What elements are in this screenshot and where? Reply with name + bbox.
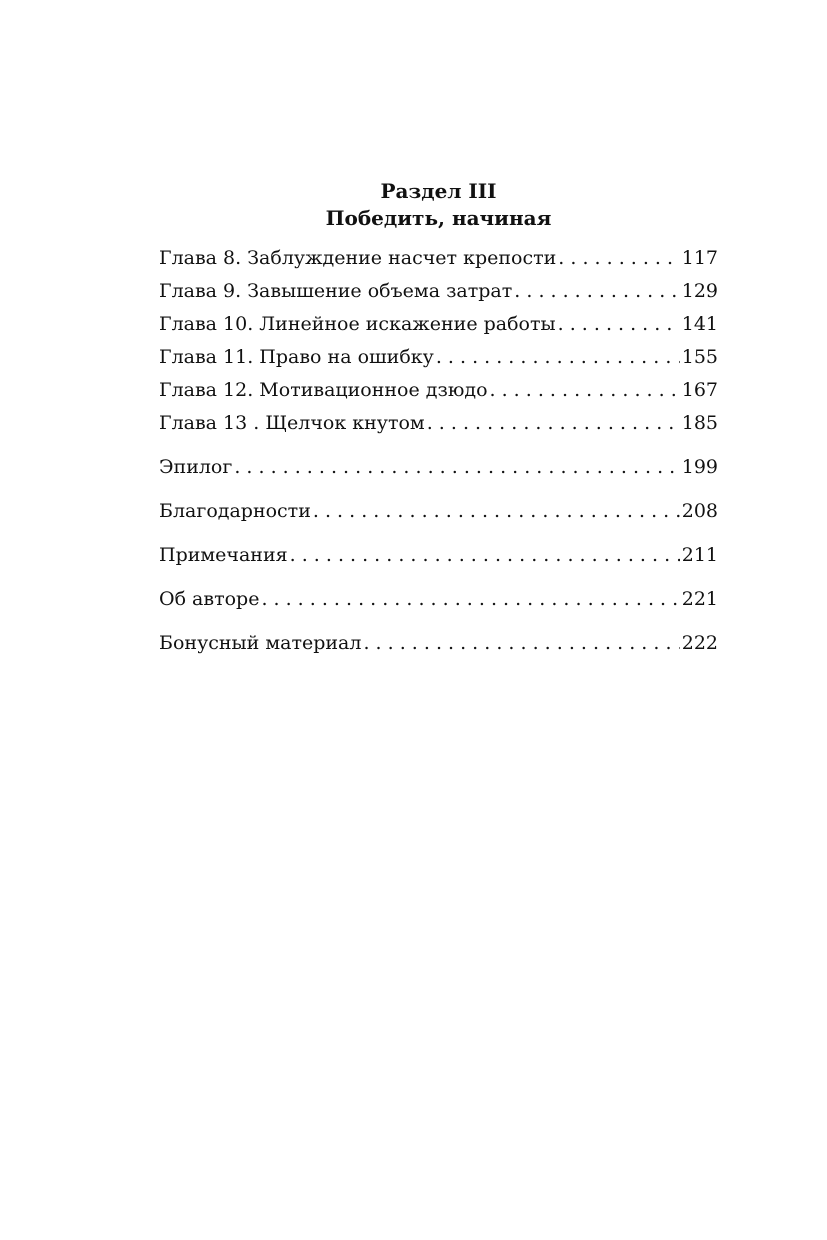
toc-entry-page: 199: [681, 456, 718, 478]
toc-entry-page: 117: [681, 247, 718, 269]
toc-entry-title: Бонусный материал: [159, 632, 362, 654]
dot-leader: [261, 583, 679, 616]
toc-entry-page: 167: [681, 379, 718, 401]
dot-leader: [313, 495, 680, 528]
toc-entry-title: Глава 12. Мотивационное дзюдо: [159, 379, 488, 401]
section-label: Раздел III: [380, 179, 497, 203]
toc-entry-title: Глава 13 . Щелчок кнутом: [159, 412, 425, 434]
toc-row-chapter-9[interactable]: [159, 275, 718, 308]
chapter-list: [159, 242, 718, 440]
toc-entry-page: 129: [681, 280, 718, 302]
toc-entry-title: Благодарности: [159, 500, 311, 522]
toc-entry-title: Глава 10. Линейное искажение работы: [159, 313, 556, 335]
toc-entry-page: 155: [681, 346, 718, 368]
dot-leader: [490, 374, 680, 407]
toc-entry-page: 221: [681, 588, 718, 610]
dot-leader: [514, 275, 679, 308]
section-title: Победить, начиная: [325, 206, 552, 230]
toc-row-chapter-8[interactable]: [159, 242, 718, 275]
toc-row-bonus-material[interactable]: [159, 627, 718, 660]
toc-page: [159, 178, 718, 660]
toc-entry-page: 208: [681, 500, 718, 522]
toc-entry-title: Глава 9. Завышение объема затрат: [159, 280, 513, 302]
toc-entry-title: Глава 8. Заблуждение насчет крепости: [159, 247, 557, 269]
toc-row-epilogue[interactable]: [159, 451, 718, 484]
dot-leader: [427, 407, 680, 440]
toc-row-about-author[interactable]: [159, 583, 718, 616]
toc-row-chapter-12[interactable]: [159, 374, 718, 407]
toc-entry-page: 185: [681, 412, 718, 434]
back-matter-list: [159, 451, 718, 660]
toc-entry-title: Глава 11. Право на ошибку: [159, 346, 434, 368]
toc-entry-page: 222: [681, 632, 718, 654]
toc-row-chapter-11[interactable]: [159, 341, 718, 374]
dot-leader: [558, 308, 680, 341]
dot-leader: [234, 451, 679, 484]
toc-entry-title: Примечания: [159, 544, 288, 566]
dot-leader: [558, 242, 679, 275]
toc-row-notes[interactable]: [159, 539, 718, 572]
toc-row-acknowledgments[interactable]: [159, 495, 718, 528]
toc-entry-page: 211: [681, 544, 718, 566]
toc-entry-title: Об авторе: [159, 588, 260, 610]
toc-entry-page: 141: [681, 313, 718, 335]
dot-leader: [436, 341, 680, 374]
dot-leader: [363, 627, 679, 660]
toc-row-chapter-13[interactable]: [159, 407, 718, 440]
dot-leader: [290, 539, 680, 572]
toc-entry-title: Эпилог: [159, 456, 233, 478]
toc-row-chapter-10[interactable]: [159, 308, 718, 341]
